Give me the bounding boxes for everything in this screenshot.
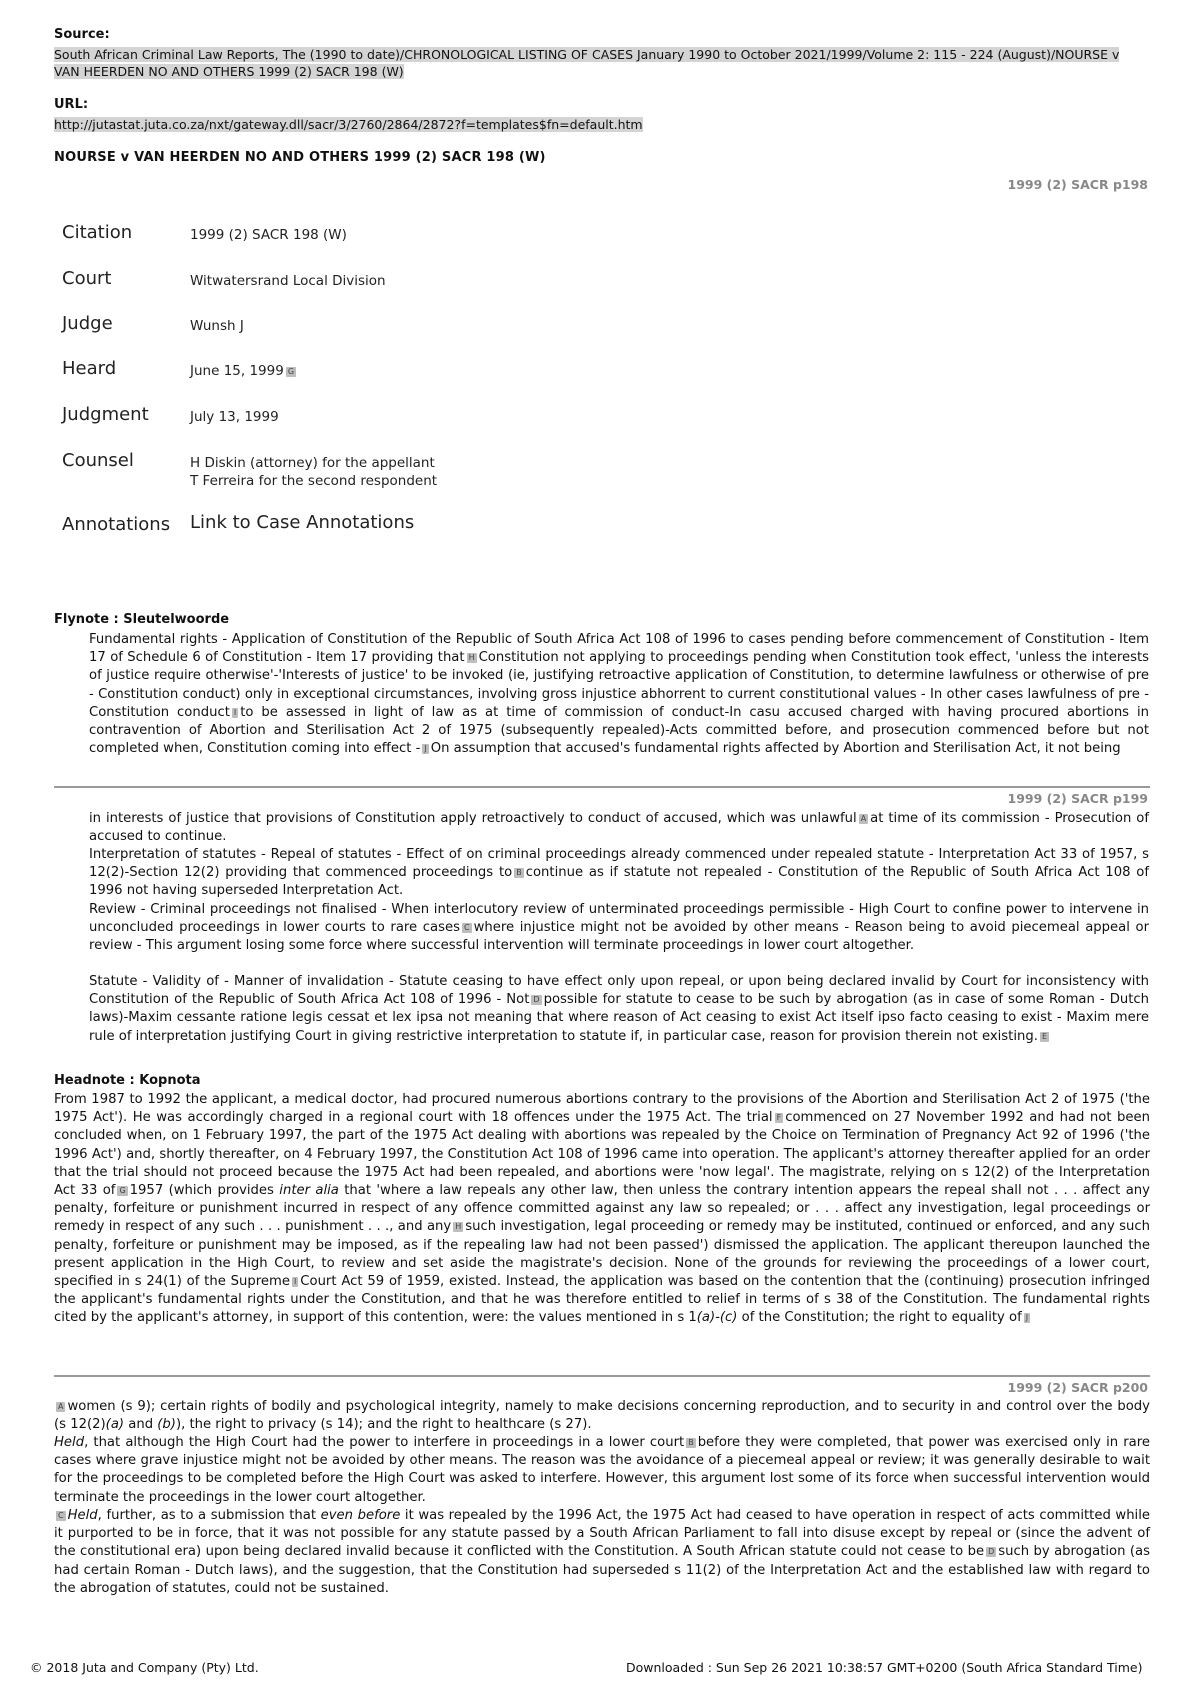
margin-letter-i: I xyxy=(233,707,237,717)
flynote-paragraph-5 xyxy=(89,973,1149,1046)
page-break-rule-200 xyxy=(54,1375,1150,1377)
margin-letter-b-2: B xyxy=(688,1438,694,1447)
footer-copyright: © 2018 Juta and Company (Pty) Ltd. xyxy=(30,1660,259,1675)
annotations-link[interactable]: Link to Case Annotations xyxy=(190,512,415,533)
margin-letter-f: F xyxy=(776,1113,782,1123)
counsel-value-2: T Ferreira for the second respondent xyxy=(190,473,438,489)
headnote-p1-part-e: such investigation, legal proceeding or remedy may be instituted, continued or enforced, and any such penalty, forfeiture or punishment may be imposed, as if the repealing law had not been passed') dismissed the application. The applicant thereupon launched the present application in the High Court, to review and set aside the magistrate's decision. None of the grounds for reviewing the proceedings of a lower court, specified in s 24(1) of the Supreme xyxy=(54,1219,1150,1290)
headnote-paragraph-1 xyxy=(54,1091,1150,1328)
margin-letter-a-2: A xyxy=(58,1402,64,1411)
headnote-p4-part-c: such by abrogation (as had certain Roman - Dutch laws), and the suggestion, that the Constitution had superseded s 11(2) of the Interpretation Act and the established law with regard to the abrogation of statutes, could not be sustained. xyxy=(54,1544,1150,1596)
headnote-p1-part-b: commenced on 27 November 1992 and had not been concluded when, on 1 February 1997, the part of the 1975 Act dealing with abortions was repealed by the Choice on Termination of Pregnancy Act 92 of 1996 ('the 1996 Act') and, shortly thereafter, on 4 February 1997, the Constitution Act 108 of 1996 came into operation. The applicant's attorney thereafter applied for an order that the trial should not proceed because the 1975 Act had been repealed, and abortions were 'now legal'. The magistrate, relying on s 12(2) of the Interpretation Act 33 of xyxy=(54,1110,1150,1199)
heard-key: Heard xyxy=(62,358,117,379)
headnote-p4-part-a: , further, as to a submission that xyxy=(97,1508,317,1523)
margin-letter-b: B xyxy=(516,868,522,878)
case-title: NOURSE v VAN HEERDEN NO AND OTHERS 1999 (2) SACR 198 (W) xyxy=(54,150,546,165)
headnote-paragraph-4 xyxy=(54,1507,1150,1598)
judge-key: Judge xyxy=(62,313,113,334)
citation-key: Citation xyxy=(62,222,133,243)
headnote-p1-inter-alia: inter alia xyxy=(279,1183,339,1199)
judgment-value: July 13, 1999 xyxy=(190,409,279,425)
headnote-p3-part-b: before they were completed, that power was exercised only in rare cases where grave injustice might not be avoided by other means. The reason was the avoidance of a piecemeal appeal or review; it was generally desirable to wait for the proceedings to be completed before the High Court was asked to interfere. However, this argument lost some of its force when successful intervention would terminate the proceedings in the lower court altogether. xyxy=(54,1435,1150,1505)
headnote-p3-part-a: , that although the High Court had the power to interfere in proceedings in a lower court xyxy=(84,1435,685,1450)
margin-letter-i-2: I xyxy=(293,1277,297,1287)
heard-value: June 15, 1999 xyxy=(190,363,284,379)
heard-value-wrap xyxy=(190,363,298,380)
headnote-p4-even-before: even before xyxy=(320,1508,401,1523)
page-break-rule-199 xyxy=(54,786,1150,788)
judge-value: Wunsh J xyxy=(190,318,244,334)
headnote-p1-part-a: From 1987 to 1992 the applicant, a medical doctor, had procured numerous abortions contrary to the provisions of the Abortion and Sterilisation Act 2 of 1975 ('the 1975 Act'). He was accordingly charged in a regional court with 18 offences under the 1975 Act. The trial xyxy=(54,1092,1150,1126)
flynote-p1-part-c: to be assessed in light of law as at time of commission of conduct-In casu accused charged with having procured abortions in contravention of Abortion and Sterilisation Act 2 of 1975 (subsequently repealed)-Acts committed before, and prosecution commenced before but not completed when, Constitution coming into effect - xyxy=(89,704,1149,757)
margin-letter-h-2: H xyxy=(455,1222,462,1232)
flynote-p1-part-a: Fundamental rights - Application of Constitution of the Republic of South Africa Act 108 of 1996 to cases pending before commencement of Constitution - Item 17 of Schedule 6 of Constitution - Item 17 providing that xyxy=(89,632,1149,666)
page-mark-200: 1999 (2) SACR p200 xyxy=(1007,1380,1148,1395)
margin-letter-g: G xyxy=(287,367,295,376)
url-link[interactable]: http://jutastat.juta.co.za/nxt/gateway.dll/sacr/3/2760/2864/2872?f=templates$fn=default.htm xyxy=(54,117,643,132)
margin-letter-a: A xyxy=(860,814,867,823)
headnote-p2-part-b: ), the right to privacy (s 14); and the right to healthcare (s 27). xyxy=(175,1417,592,1433)
margin-letter-d-2: D xyxy=(988,1547,995,1557)
counsel-key: Counsel xyxy=(62,450,134,471)
court-key: Court xyxy=(62,268,112,289)
headnote-p2-and: and xyxy=(128,1417,154,1433)
flynote-p3-part-b: continue as if statute not repealed - Constitution of the Republic of South Africa Act 108 of 1996 not having superseded Interpretation Act. xyxy=(89,865,1149,899)
judgment-key: Judgment xyxy=(62,404,149,425)
court-value: Witwatersrand Local Division xyxy=(190,273,386,289)
margin-letter-g-2: G xyxy=(119,1186,126,1196)
margin-letter-j-2: J xyxy=(1025,1313,1029,1323)
headnote-heading: Headnote : Kopnota xyxy=(54,1073,201,1088)
flynote-p5-part-b: possible for statute to cease to be such by abrogation (as in case of some Roman - Dutch laws)-Maxim cessante ratione legis cessat et lex ipsa not meaning that where reason of Act ceasing to exist Act itself ipso facto ceasing to exist - Maxim mere rule of interpretation justifying Court in giving restrictive interpretation to statute if, in particular case, reason for provision therein not existing. xyxy=(89,992,1149,1044)
margin-letter-h: H xyxy=(468,653,475,663)
flynote-paragraph-3 xyxy=(89,846,1149,901)
flynote-p2-part-a: in interests of justice that provisions of Constitution apply retroactively to conduct of accused, which was unlawful xyxy=(89,811,857,826)
headnote-p3-held: Held xyxy=(54,1435,85,1450)
margin-letter-c-2: C xyxy=(58,1511,64,1520)
flynote-p4-part-b: where injustice might not be avoided by other means - Reason being to avoid piecemeal appeal or review - This argument losing some force where successful intervention will terminate proceedings in lower court altogether. xyxy=(89,920,1150,954)
headnote-paragraph-3 xyxy=(54,1434,1150,1507)
headnote-p1-a-c: (a)-(c) xyxy=(696,1310,738,1326)
flynote-heading: Flynote : Sleutelwoorde xyxy=(54,612,230,627)
annotations-key: Annotations xyxy=(62,514,171,535)
headnote-p2-part-a: women (s 9); certain rights of bodily and psychological integrity, namely to make decisions concerning reproduction, and to security in and control over the body (s 12(2) xyxy=(54,1399,1150,1433)
margin-letter-d: D xyxy=(533,995,540,1005)
citation-value: 1999 (2) SACR 198 (W) xyxy=(190,227,347,243)
page-mark-198: 1999 (2) SACR p198 xyxy=(1007,177,1148,192)
flynote-p5-part-a: Statute - Validity of - Manner of invalidation - Statute ceasing to have effect only upon repeal, or upon being declared invalid by Court for inconsistency with Constitution of the Republic of South Africa Act 108 of 1996 - Not xyxy=(89,974,1149,1008)
source-path: South African Criminal Law Reports, The (1990 to date)/CHRONOLOGICAL LISTING OF CASES January 1990 to October 2021/1999/Volume 2: 115 - 224 (August)/NOURSE v VAN HEERDEN NO AND OTHERS 1999 (2) SACR 198 (W) xyxy=(54,47,1120,79)
flynote-p4-part-a: Review - Criminal proceedings not finalised - When interlocutory review of unterminated proceedings permissible - High Court to confine power to intervene in unconcluded proceedings in lower courts to rare cases xyxy=(89,902,1149,936)
source-text xyxy=(54,46,1144,80)
headnote-p4-part-b: it was repealed by the 1996 Act, the 1975 Act had ceased to have operation in respect of acts committed while it purported to be in force, that it was not possible for any statute passed by a South African Parliament to fall into disuse except by repeal or (since the advent of the constitutional era) upon being declared invalid because it conflicted with the Constitution. A South African statute could not cease to be xyxy=(54,1508,1150,1560)
headnote-p1-part-f: Court Act 59 of 1959, existed. Instead, the application was based on the contention that the (continuing) prosecution infringed the applicant's fundamental rights under the Constitution, and that he was therefore entitled to relief in terms of s 38 of the Constitution. The fundamental rights cited by the applicant's attorney, in support of this contention, were: the values mentioned in s 1 xyxy=(54,1274,1150,1326)
url-label: URL: xyxy=(54,97,89,112)
headnote-p1-part-g: of the Constitution; the right to equality of xyxy=(741,1310,1022,1326)
source-label: Source: xyxy=(54,27,110,42)
headnote-p4-held: Held xyxy=(67,1508,98,1523)
headnote-paragraph-2 xyxy=(54,1398,1150,1434)
flynote-paragraph-4 xyxy=(89,901,1149,956)
headnote-p2-em-a: (a) xyxy=(105,1417,125,1433)
headnote-p1-part-c: 1957 (which provides xyxy=(129,1183,274,1199)
page-mark-199: 1999 (2) SACR p199 xyxy=(1007,791,1148,806)
counsel-value-1: H Diskin (attorney) for the appellant xyxy=(190,455,435,471)
flynote-paragraph-1 xyxy=(89,631,1149,758)
headnote-p2-em-b: (b) xyxy=(157,1417,176,1433)
flynote-p1-part-b: Constitution not applying to proceedings pending when Constitution took effect, 'unless the interests of justice require otherwise'-'Interests of justice' to be invoked (ie, justifying retroactive application of Constitution, to determine lawfulness or otherwise of pre - Constitution conduct) only in exceptional circumstances, involving gross injustice abhorrent to current constitutional values - In other cases lawfulness of pre - Constitution conduct xyxy=(89,650,1150,720)
margin-letter-j: J xyxy=(424,744,427,754)
margin-letter-c: C xyxy=(463,923,470,933)
headnote-p1-part-d: that 'where a law repeals any other law, then unless the contrary intention appears the repeal shall not . . . affect any penalty, forfeiture or punishment incurred in respect of any offence committed against any law so repealed; or . . . affect any investigation, legal proceedings or remedy in respect of any such . . . punishment . . ., and any xyxy=(54,1183,1150,1235)
flynote-p3-part-a: Interpretation of statutes - Repeal of statutes - Effect of on criminal proceedings already commenced under repealed statute - Interpretation Act 33 of 1957, s 12(2)-Section 12(2) providing that commenced proceedings to xyxy=(89,847,1149,881)
flynote-paragraph-2 xyxy=(89,810,1149,846)
flynote-p1-part-d: On assumption that accused's fundamental rights affected by Abortion and Sterilisation Act, it not being xyxy=(430,741,1121,757)
footer-downloaded: Downloaded : Sun Sep 26 2021 10:38:57 GMT+0200 (South Africa Standard Time) xyxy=(626,1660,1143,1675)
url-text xyxy=(54,116,643,133)
flynote-p2-part-b: at time of its commission - Prosecution of accused to continue. xyxy=(89,811,1149,845)
margin-letter-e: E xyxy=(1041,1031,1048,1041)
